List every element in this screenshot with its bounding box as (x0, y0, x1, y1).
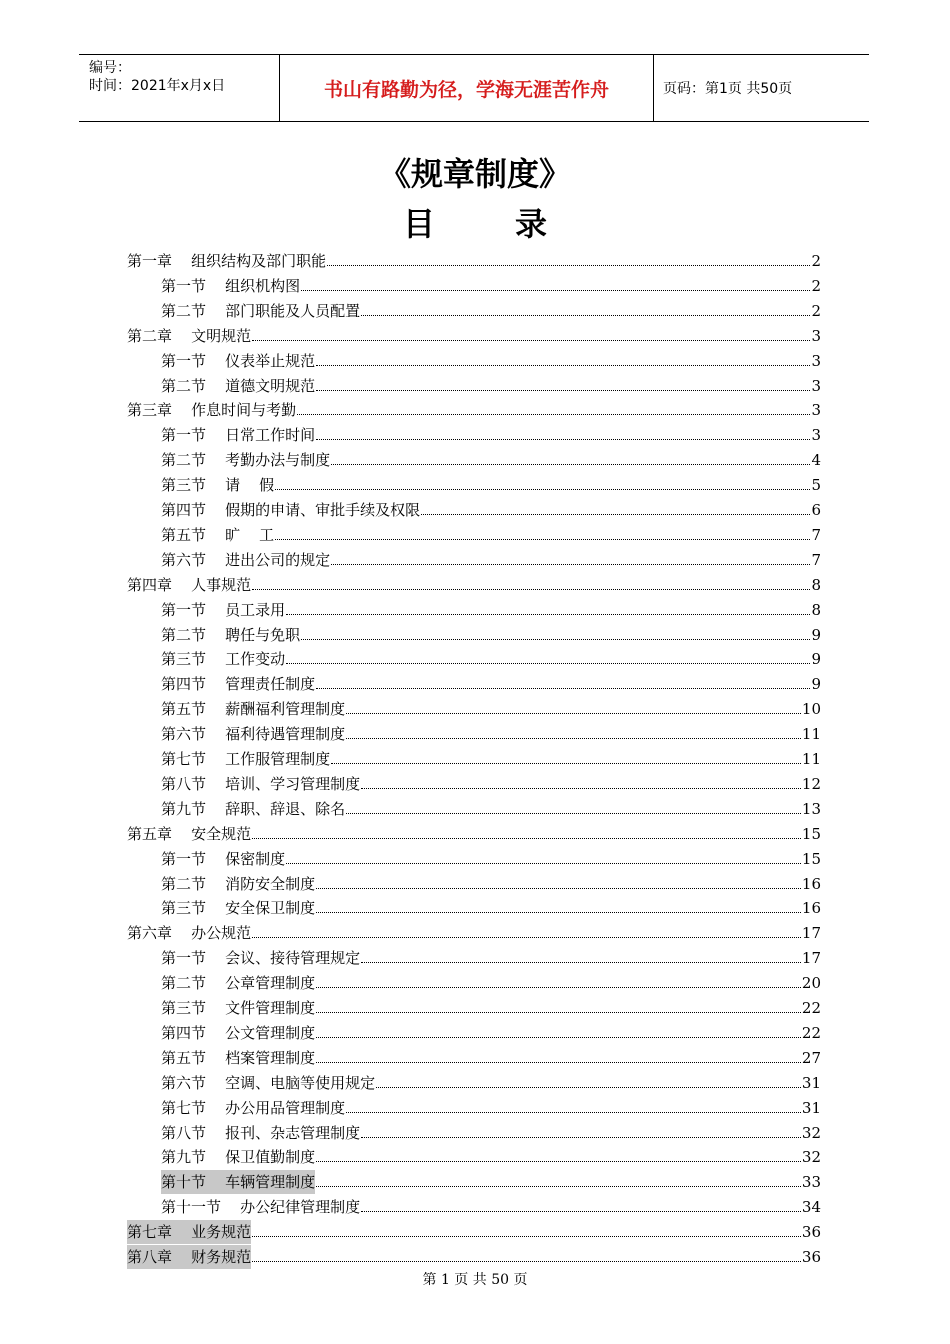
page-header (79, 54, 869, 122)
toc-entry[interactable] (161, 374, 821, 398)
toc-entry-page: 31 (801, 1098, 821, 1117)
toc-entry-title: 第十节 车辆管理制度 (161, 1170, 315, 1194)
toc-dot-leader (316, 1036, 801, 1038)
serial-number-label: 编号： (89, 60, 131, 76)
toc-entry-page: 16 (801, 874, 821, 893)
toc-dot-leader (361, 1210, 801, 1212)
toc-entry-title: 第二章 文明规范 (127, 326, 252, 345)
toc-entry-page: 36 (801, 1248, 821, 1266)
toc-dot-leader (252, 1260, 801, 1262)
toc-entry-title: 第八节 培训、学习管理制度 (161, 774, 361, 793)
toc-dot-leader (346, 1111, 801, 1113)
toc-entry-page: 4 (811, 451, 821, 470)
toc-entry-page: 27 (801, 1048, 821, 1067)
toc-dot-leader (346, 712, 801, 714)
toc-dot-leader (331, 463, 810, 465)
toc-entry-page: 8 (811, 600, 821, 619)
toc-entry-title: 第四节 公文管理制度 (161, 1023, 316, 1042)
toc-entry-page: 9 (811, 675, 821, 694)
toc-entry[interactable] (161, 1121, 821, 1145)
toc-entry-title: 第三节 安全保卫制度 (161, 899, 316, 918)
toc-entry-page: 3 (811, 426, 821, 445)
toc-entry[interactable] (161, 1195, 821, 1219)
toc-entry[interactable] (161, 647, 821, 671)
toc-entry[interactable] (127, 822, 821, 846)
toc-entry-title: 第三章 作息时间与考勤 (127, 401, 297, 420)
toc-entry-title: 第九节 辞职、辞退、除名 (161, 799, 346, 818)
toc-dot-leader (361, 314, 810, 316)
header-divider (653, 55, 654, 121)
toc-entry[interactable] (161, 1145, 821, 1169)
toc-entry[interactable] (161, 1021, 821, 1045)
toc-entry-title: 第二节 聘任与免职 (161, 625, 301, 644)
toc-entry-page: 16 (801, 899, 821, 918)
toc-dot-leader (316, 986, 801, 988)
toc-entry[interactable] (161, 797, 821, 821)
toc-entry-page: 3 (811, 376, 821, 395)
toc-dot-leader (297, 413, 810, 415)
toc-entry[interactable] (161, 349, 821, 373)
toc-dot-leader (316, 1160, 801, 1162)
toc-dot-leader (421, 513, 810, 515)
toc-entry-title: 第十一节 办公纪律管理制度 (161, 1198, 361, 1217)
toc-entry-page: 7 (811, 550, 821, 569)
toc-entry-title: 第六节 空调、电脑等使用规定 (161, 1073, 376, 1092)
toc-entry[interactable] (161, 996, 821, 1020)
toc-entry-title: 第一章 组织结构及部门职能 (127, 252, 327, 270)
toc-dot-leader (346, 737, 801, 739)
toc-dot-leader (252, 339, 810, 341)
toc-entry[interactable] (161, 548, 821, 572)
toc-entry[interactable] (161, 747, 821, 771)
toc-entry-page: 22 (801, 1023, 821, 1042)
toc-dot-leader (316, 1011, 801, 1013)
toc-entry[interactable] (161, 1046, 821, 1070)
toc-entry-page: 3 (811, 401, 821, 420)
toc-entry-page: 20 (801, 974, 821, 993)
toc-entry[interactable] (161, 473, 821, 497)
toc-entry-page: 31 (801, 1073, 821, 1092)
toc-entry-title: 第二节 公章管理制度 (161, 974, 316, 993)
toc-entry[interactable] (127, 398, 821, 422)
toc-dot-leader (275, 488, 810, 490)
toc-dot-leader (316, 1061, 801, 1063)
toc-entry[interactable] (161, 1096, 821, 1120)
toc-entry[interactable] (161, 847, 821, 871)
toc-entry[interactable] (161, 722, 821, 746)
toc-dot-leader (286, 862, 801, 864)
toc-entry[interactable] (161, 896, 821, 920)
toc-entry-page: 34 (801, 1198, 821, 1217)
toc-entry-title: 第九节 保卫值勤制度 (161, 1148, 316, 1167)
toc-entry-title: 第二节 考勤办法与制度 (161, 451, 331, 470)
toc-entry-title: 第四章 人事规范 (127, 575, 252, 594)
header-meta (79, 55, 279, 121)
toc-entry[interactable] (127, 249, 821, 273)
toc-entry-title: 第二节 消防安全制度 (161, 874, 316, 893)
toc-entry-page: 9 (811, 625, 821, 644)
toc-entry[interactable] (127, 921, 821, 945)
toc-dot-leader (316, 364, 810, 366)
toc-entry-page: 36 (801, 1223, 821, 1242)
toc-dot-leader (286, 662, 810, 664)
toc-entry-title: 第八节 报刊、杂志管理制度 (161, 1123, 361, 1142)
toc-dot-leader (361, 1136, 801, 1138)
toc-entry-title: 第六节 进出公司的规定 (161, 550, 331, 569)
toc-entry-title: 第一节 仪表举止规范 (161, 351, 316, 370)
toc-entry-page: 6 (811, 501, 821, 519)
toc-entry[interactable] (161, 274, 821, 298)
toc-dot-leader (346, 812, 801, 814)
toc-entry[interactable] (161, 498, 821, 522)
toc-dot-leader (331, 563, 810, 565)
toc-entry-title: 第七节 工作服管理制度 (161, 750, 331, 768)
toc-entry-title: 第二节 部门职能及人员配置 (161, 301, 361, 320)
toc-dot-leader (316, 911, 801, 913)
toc-entry-page: 2 (811, 252, 821, 270)
toc-dot-leader (316, 687, 810, 689)
toc-entry[interactable] (161, 299, 821, 323)
toc-entry-title: 第一节 员工录用 (161, 600, 286, 619)
toc-entry-page: 22 (801, 999, 821, 1017)
toc-entry-title: 第六节 福利待遇管理制度 (161, 725, 346, 744)
toc-entry[interactable] (161, 1071, 821, 1095)
header-page-info: 页码：第1页 共50页 (663, 81, 793, 97)
toc-dot-leader (252, 936, 801, 938)
toc-entry-title: 第三节 请 假 (161, 476, 275, 495)
toc-entry-page: 12 (801, 774, 821, 793)
toc-entry-page: 3 (811, 326, 821, 345)
toc-dot-leader (252, 1235, 801, 1237)
toc-entry-title: 第七节 办公用品管理制度 (161, 1098, 346, 1117)
toc-entry[interactable] (127, 1245, 821, 1269)
toc-entry-title: 第一节 日常工作时间 (161, 426, 316, 445)
toc-entry-page: 9 (811, 650, 821, 669)
toc-entry[interactable] (127, 573, 821, 597)
toc-entry-title: 第五节 薪酬福利管理制度 (161, 700, 346, 719)
toc-entry-page: 8 (811, 575, 821, 594)
toc-entry[interactable] (161, 1170, 821, 1194)
toc-entry[interactable] (161, 971, 821, 995)
toc-entry-page: 33 (801, 1173, 821, 1192)
toc-entry-title: 第六章 办公规范 (127, 924, 252, 943)
toc-heading: 目录 (402, 205, 627, 243)
toc-entry[interactable] (161, 598, 821, 622)
toc-entry[interactable] (161, 448, 821, 472)
toc-dot-leader (275, 538, 810, 540)
header-motto: 书山有路勤为径，学海无涯苦作舟 (323, 78, 609, 101)
toc-entry-page: 13 (801, 799, 821, 818)
toc-entry-page: 2 (811, 301, 821, 320)
toc-dot-leader (327, 264, 810, 266)
date-label: 时间：2021年x月x日 (89, 78, 226, 94)
toc-dot-leader (316, 389, 810, 391)
toc-entry[interactable] (161, 672, 821, 696)
toc-entry[interactable] (161, 523, 821, 547)
toc-entry-page: 10 (801, 700, 821, 719)
toc-entry[interactable] (161, 872, 821, 896)
toc-entry-title: 第一节 会议、接待管理规定 (161, 949, 361, 968)
toc-dot-leader (376, 1086, 801, 1088)
toc-dot-leader (316, 438, 810, 440)
toc-dot-leader (286, 613, 810, 615)
toc-entry[interactable] (127, 1220, 821, 1244)
toc-entry-page: 17 (801, 924, 821, 943)
toc-dot-leader (361, 961, 801, 963)
toc-entry-page: 3 (811, 351, 821, 370)
toc-dot-leader (252, 588, 810, 590)
toc-entry-title: 第四节 假期的申请、审批手续及权限 (161, 501, 421, 519)
toc-entry-page: 15 (801, 849, 821, 868)
toc-entry-title: 第五节 档案管理制度 (161, 1048, 316, 1067)
toc-dot-leader (316, 887, 801, 889)
toc-dot-leader (331, 762, 801, 764)
toc-entry-title: 第七章 业务规范 (127, 1220, 251, 1244)
toc-entry-page: 32 (801, 1148, 821, 1167)
toc-entry[interactable] (161, 772, 821, 796)
toc-dot-leader (301, 289, 810, 291)
toc-entry[interactable] (161, 697, 821, 721)
toc-entry-title: 第三节 工作变动 (161, 650, 286, 669)
toc-entry-title: 第一节 保密制度 (161, 849, 286, 868)
toc-entry-title: 第八章 财务规范 (127, 1245, 251, 1269)
toc-entry-page: 7 (811, 525, 821, 544)
toc-entry-page: 11 (801, 725, 821, 744)
toc-entry-title: 第五章 安全规范 (127, 824, 252, 843)
toc-entry[interactable] (161, 946, 821, 970)
toc-entry-page: 15 (801, 824, 821, 843)
toc-entry-page: 5 (811, 476, 821, 495)
toc-entry-title: 第四节 管理责任制度 (161, 675, 316, 694)
toc-entry-page: 17 (801, 949, 821, 968)
toc-entry[interactable] (161, 423, 821, 447)
toc-dot-leader (301, 638, 810, 640)
toc-dot-leader (316, 1185, 801, 1187)
toc-entry[interactable] (127, 324, 821, 348)
toc-entry-page: 32 (801, 1123, 821, 1142)
toc-entry-page: 2 (811, 276, 821, 295)
toc-entry-title: 第一节 组织机构图 (161, 276, 301, 295)
toc-entry[interactable] (161, 623, 821, 647)
toc-entry-title: 第二节 道德文明规范 (161, 376, 316, 395)
document-title: 《规章制度》 (378, 155, 571, 193)
toc-dot-leader (361, 787, 801, 789)
toc-dot-leader (252, 837, 801, 839)
toc-entry-page: 11 (801, 750, 821, 768)
toc-entry-title: 第三节 文件管理制度 (161, 999, 316, 1017)
page-footer: 第 1 页 共 50 页 (422, 1272, 528, 1288)
toc-entry-title: 第五节 旷 工 (161, 525, 275, 544)
